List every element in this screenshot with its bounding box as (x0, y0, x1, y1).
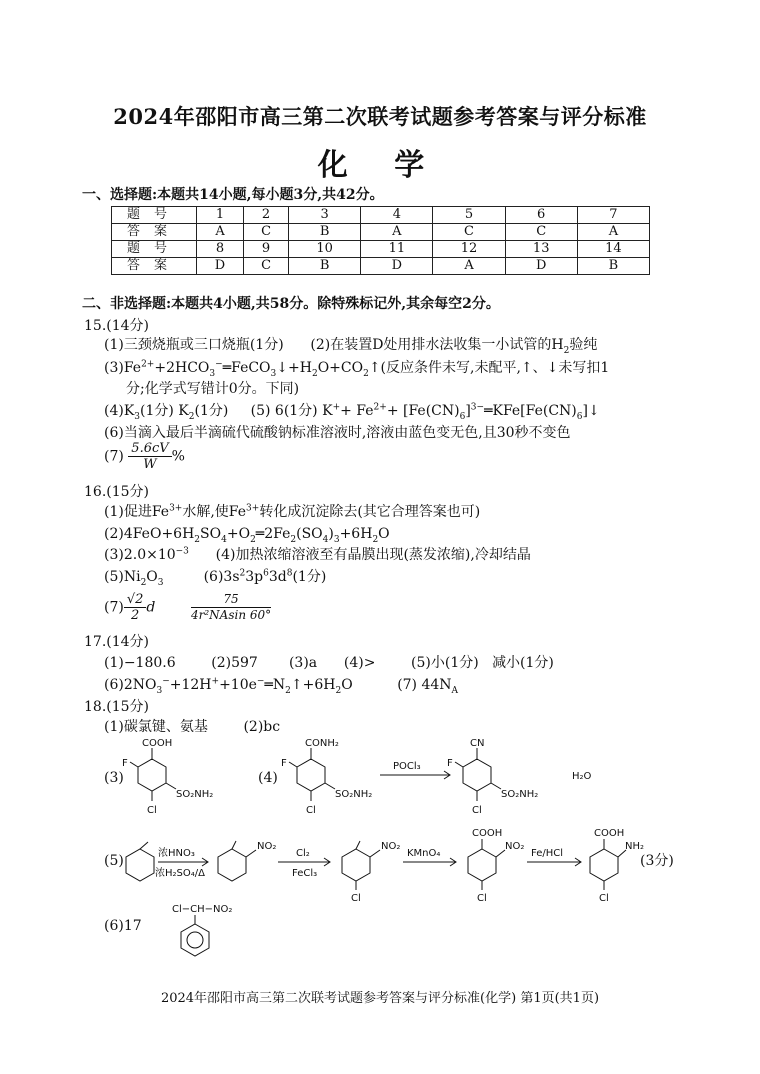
table-cell: B (289, 258, 361, 275)
answer-text: % (171, 448, 185, 465)
table-cell: 14 (577, 241, 649, 258)
answer-text: 3d (268, 569, 287, 585)
q18-score-5: (3分) (640, 853, 674, 869)
aromatic-circle (187, 932, 203, 948)
group-label: F (281, 758, 287, 769)
table-cell: 10 (289, 241, 361, 258)
group-text: NO (381, 841, 397, 852)
benzene-ring (181, 924, 209, 956)
benzene-ring (138, 759, 166, 791)
table-cell: 9 (244, 241, 289, 258)
q18-label-4: (4) (258, 770, 278, 786)
reagent-label: Fe/HCl (531, 848, 564, 859)
group-label: NH₂ (625, 841, 645, 852)
group-text: SO (176, 789, 191, 800)
benzene-ring (126, 849, 154, 881)
q16-answer-5-6: $(5)Ni_2O_3$ $(6)3s^23p^63d^8(1$分) (104, 568, 327, 588)
benzene-ring (297, 759, 325, 791)
benzene-ring (342, 849, 370, 881)
table-cell: 12 (433, 241, 505, 258)
group-text: NH (625, 841, 640, 852)
q15-answer-3: $(3)Fe^{2+}+2HCO_3^-═FeCO_3↓+H_2O+CO_2↑$(反应条件未写,未配平,↑、↓未写扣1 (104, 359, 610, 379)
group-label: COOH (142, 738, 173, 749)
group-text: CONH (305, 738, 335, 749)
group-label: NO₂ (257, 841, 277, 852)
q15-answer-1: (1)三颈烧瓶或三口烧瓶(1分) (2)在装置D处用排水法收集一小试管的$H_2$验纯 (104, 337, 598, 356)
bond (130, 762, 138, 767)
molecule-4 (281, 738, 592, 816)
q17-answers-6-7: $(6)2NO_3^-+12H^++10e^-═N_2↑+6H_2O$ (7) $44N_A$ (104, 676, 459, 696)
q18-label-6: (6)17 (104, 918, 142, 934)
reagent-label: Cl₂ (296, 848, 310, 859)
subject-title: 化 学 (317, 148, 443, 183)
numerator: 5.6cV (128, 441, 171, 457)
group-label: SO₂NH₂ (335, 789, 373, 800)
table-cell: B (289, 224, 361, 241)
group-label: Cl (306, 805, 316, 816)
table-cell: D (361, 258, 433, 275)
answer-text: O+CO (317, 360, 364, 376)
section-2-heading: 二、非选择题:本题共4小题,共58分。除特殊标记外,其余每空2分。 (82, 296, 500, 312)
answer-text: ═2Fe (255, 526, 291, 542)
q16-answer-3-4: $(3)2.0\times 10^{-3}$ (4)加热浓缩溶液至有晶膜出现(蒸发浓缩),冷却结晶 (104, 546, 531, 563)
answer-text: (SO (296, 526, 323, 542)
answer-text: (5) 6(1分) K (250, 403, 333, 419)
answer-text: (6)3s (203, 569, 240, 585)
table-cell: 2 (244, 207, 289, 224)
reagent-label: POCl₃ (393, 761, 421, 772)
bond (166, 783, 176, 789)
answer-text: ═KFe[Fe(CN) (484, 403, 577, 419)
answer-text: (1)−180.6 (104, 655, 176, 671)
group-label: COOH (594, 828, 625, 839)
answer-text: ═N (264, 677, 286, 693)
molecule-3 (122, 738, 213, 816)
table-cell: A (433, 258, 505, 275)
bond (289, 762, 297, 767)
group-label: SO₂NH₂ (501, 789, 539, 800)
q15-heading: 15.(14分) (84, 318, 150, 334)
bond (325, 783, 335, 789)
answer-text: SO (200, 526, 222, 542)
group-label: Cl (599, 893, 609, 904)
table-cell: A (361, 224, 433, 241)
answer-text: O (146, 569, 158, 585)
reaction-5 (126, 828, 644, 904)
table-cell: 8 (197, 241, 244, 258)
denominator: 2 (130, 608, 140, 623)
bond (370, 850, 380, 857)
answer-text: (4)加热浓缩溶液至有晶膜出现(蒸发浓缩),冷却结晶 (215, 547, 531, 563)
answer-text: (2)4FeO+6H (104, 526, 195, 542)
group-label: F (447, 758, 453, 769)
table-cell: 13 (505, 241, 577, 258)
denominator: 4r²NAsin 60° (190, 608, 272, 622)
answer-text: (4)> (343, 655, 376, 671)
answer-text: (1)三颈烧瓶或三口烧瓶(1分) (104, 337, 284, 353)
answer-text: (1分) (292, 569, 327, 585)
q16-answer-2: $(2)4FeO+6H_2SO_4+O_2═2Fe_2(SO_4)_3+6H_2O$ (104, 526, 390, 545)
table-cell: D (505, 258, 577, 275)
answer-text: (7) 44N (397, 677, 452, 693)
row-head: 答案 (112, 258, 197, 275)
q17-heading: 17.(14分) (84, 634, 150, 650)
answer-text: (3)a (288, 655, 318, 671)
answer-text: 转化成沉淀除去(其它合理答案也可) (259, 504, 481, 520)
page-title: 2024年邵阳市高三第二次联考试题参考答案与评分标准 (113, 104, 647, 129)
answer-text: ] (465, 403, 471, 419)
answer-text: (3)Fe (104, 360, 142, 376)
answer-text: (2)bc (243, 719, 281, 735)
answer-text: (1)促进Fe (104, 504, 170, 520)
group-text: SO (501, 789, 516, 800)
section-1-heading: 一、选择题:本题共14小题,每小题3分,共42分。 (82, 187, 384, 203)
answer-text: (2)在装置D处用排水法收集一小试管的H (310, 337, 564, 353)
answer-text: (1分) K (140, 403, 189, 419)
table-cell: C (244, 224, 289, 241)
group-label: Cl (477, 893, 487, 904)
answer-text: O (341, 677, 353, 693)
group-label: F (122, 758, 128, 769)
group-label: Cl (351, 893, 361, 904)
table-cell: C (433, 224, 505, 241)
reagent-text: 浓H (155, 868, 173, 879)
table-cell: C (244, 258, 289, 275)
answer-text: (5)Ni (104, 569, 141, 585)
reagent-text: 浓HNO (158, 848, 191, 859)
page-footer: 2024年邵阳市高三第二次联考试题参考答案与评分标准(化学) 第1页(共1页) (160, 991, 600, 1006)
group-text: NO (257, 841, 273, 852)
answer-text: (5)小(1分) (411, 655, 479, 671)
answer-text: (6)2NO (104, 677, 157, 693)
answer-text: 水解,使Fe (182, 504, 247, 520)
numerator: 75 (191, 592, 271, 608)
answer-text: 减小(1分) (492, 655, 554, 671)
group-label: NO₂ (505, 841, 525, 852)
reagent-label: FeCl₃ (292, 868, 318, 879)
group-label: CN (470, 738, 485, 749)
answer-text: + Fe (340, 403, 374, 419)
table-cell: 11 (361, 241, 433, 258)
row-head: 题号 (112, 207, 197, 224)
answer-text: (2)597 (211, 655, 258, 671)
reagent-text: FeCl (292, 868, 314, 879)
answer-text: O (378, 526, 390, 542)
answer-text: +12H (169, 677, 212, 693)
table-cell: C (505, 224, 577, 241)
table-cell: 6 (505, 207, 577, 224)
group-label: SO₂NH₂ (176, 789, 214, 800)
benzene-ring (463, 759, 491, 791)
group-label: NO₂ (381, 841, 401, 852)
group-text: SO (335, 789, 350, 800)
answer-text: (3)2.0×10 (104, 547, 176, 563)
bond (246, 850, 256, 857)
reagent-label: 浓H₂SO₄/Δ (155, 868, 205, 879)
answer-text: ↑+6H (290, 677, 336, 693)
reagent-label: KMnO₄ (407, 848, 441, 859)
answer-text: 3p (245, 569, 264, 585)
answer-text: (7) (104, 448, 124, 465)
bond (455, 762, 463, 767)
answer-text: +10e (219, 677, 257, 693)
reagent-text: POCl (393, 761, 417, 772)
answer-text: + [Fe(CN) (386, 403, 460, 419)
answer-text: +2HCO (154, 360, 210, 376)
answer-text: ═FeCO (222, 360, 271, 376)
group-label: Cl−CH−NO₂ (172, 904, 233, 915)
benzene-ring (218, 849, 246, 881)
row-head: 题号 (112, 241, 197, 258)
q18-heading: 18.(15分) (84, 699, 150, 715)
table-cell: 4 (361, 207, 433, 224)
answer-text: (7) (104, 599, 124, 616)
row-head: 答案 (112, 224, 197, 241)
answer-text: ↓+H (276, 360, 312, 376)
group-text: NO (505, 841, 521, 852)
answer-text: ]↓ (582, 403, 600, 419)
bond (356, 841, 360, 849)
table-cell: 7 (577, 207, 649, 224)
answer-text: ↑(反应条件未写,未配平,↑、↓未写扣1 (368, 360, 610, 376)
q15-answer-6: (6)当滴入最后半滴硫代硫酸钠标准溶液时,溶液由蓝色变无色,且30秒不变色 (104, 425, 571, 441)
answer-text: (1分) (194, 403, 229, 419)
bond (140, 842, 148, 849)
group-label: H₂O (572, 771, 592, 782)
group-label: Cl (472, 805, 482, 816)
group-label: COOH (472, 828, 503, 839)
answer-text: d (146, 599, 156, 616)
table-cell: A (577, 224, 649, 241)
group-label: CONH₂ (305, 738, 339, 749)
table-cell: 3 (289, 207, 361, 224)
answer-text: (4)K (104, 403, 135, 419)
molecule-6 (172, 904, 232, 956)
group-text: Cl−CH−NO (172, 904, 229, 915)
table-cell: A (197, 224, 244, 241)
reagent-text: Cl (296, 848, 306, 859)
numerator: √2 (124, 592, 147, 608)
q15-answer-4-5: $(4)K_3(1$分) $K_2(1$分) (5) 6(1分) $K^++ Fe^{2+}+$ $[Fe(CN)_6]^{3-}═KFe[Fe(CN)_6]↓$ (104, 402, 600, 422)
table-cell: 1 (197, 207, 244, 224)
bond (232, 841, 236, 849)
benzene-ring (590, 849, 618, 881)
group-label: Cl (147, 805, 157, 816)
bond (491, 783, 501, 789)
answer-text: +O (226, 526, 251, 542)
table-cell: 5 (433, 207, 505, 224)
answer-text: ) (328, 526, 334, 542)
reagent-label: 浓HNO₃ (158, 848, 195, 859)
bond (496, 850, 505, 857)
answer-text: (1)碳氯键、氨基 (104, 719, 208, 735)
q15-answer-3-note: 分;化学式写错计0分。下同) (126, 381, 300, 397)
benzene-ring (468, 849, 496, 881)
answer-text: 验纯 (569, 337, 598, 353)
q18-label-3: (3) (104, 770, 124, 786)
q16-heading: 16.(15分) (84, 484, 150, 500)
q18-label-5: (5) (104, 853, 124, 869)
q16-answer-1: (1)促进$Fe^{3+}$水解,使$Fe^{3+}$转化成沉淀除去(其它合理答案也可) (104, 503, 481, 520)
reagent-text: KMnO (407, 848, 437, 859)
table-cell: D (197, 258, 244, 275)
answer-text: +6H (339, 526, 373, 542)
denominator: W (143, 457, 157, 472)
table-cell: B (577, 258, 649, 275)
